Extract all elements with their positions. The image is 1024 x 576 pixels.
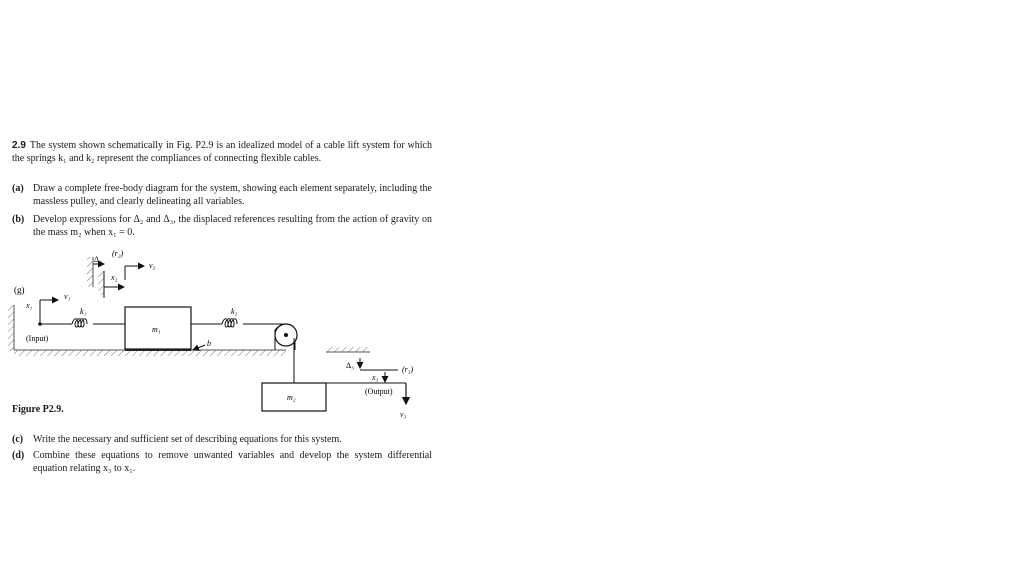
x1-label: x₁ <box>26 301 33 310</box>
m2-label: m₂ <box>287 393 296 402</box>
delta3-ceiling-hatch <box>326 347 370 352</box>
k2-label: k₂ <box>231 307 238 316</box>
r2-wall-hatch <box>98 271 104 295</box>
x3-label: x₃ <box>372 373 379 382</box>
part-text: Combine these equations to remove unwanted variables and develop the system differential equation relating x₃ to x₁. <box>33 450 432 474</box>
delta3-label: Δ₃ <box>346 361 354 370</box>
part-label: (b) <box>12 214 25 225</box>
part-text: Draw a complete free-body diagram for the system, showing each element separately, including the massless pulley, and clearly delineating all variables. <box>33 183 432 207</box>
delta2-label: Δ₂ <box>94 255 102 264</box>
problem-part-d <box>12 449 432 475</box>
problem-part-a <box>12 182 432 208</box>
problem-intro: The system shown schematically in Fig. P2.9 is an idealized model of a cable lift system for which the springs k₁ and k₂ represent the compliances of connecting flexible cables. <box>12 140 432 164</box>
part-label: (d) <box>12 450 25 461</box>
b-label: b <box>207 339 211 348</box>
problem-statement <box>12 139 432 165</box>
gravity-label: (g) <box>14 285 25 295</box>
damper-film <box>125 349 191 351</box>
x2-label: x₂ <box>111 273 118 282</box>
spring-k2 <box>222 319 237 327</box>
k1-label: k₁ <box>80 307 87 316</box>
figure-caption: Figure P2.9. <box>12 404 64 415</box>
part-text: Develop expressions for Δ₂ and Δ₃, the displaced references resulting from the action of gravity on the mass m₂ when x₁ = 0. <box>33 214 432 238</box>
m1-label: m₁ <box>152 325 161 334</box>
left-wall-hatch <box>8 305 14 351</box>
part-label: (c) <box>12 434 24 445</box>
problem-part-b <box>12 213 432 239</box>
v2-label: v₂ <box>149 261 156 270</box>
problem-part-c <box>12 433 432 446</box>
b-leader <box>193 345 205 350</box>
pulley-axle <box>284 333 288 337</box>
part-label: (a) <box>12 183 24 194</box>
problem-number: 2.9 <box>12 140 26 151</box>
r2-label: (r₂) <box>112 249 124 258</box>
v3-label: v₃ <box>400 410 407 419</box>
part-text: Write the necessary and sufficient set of describing equations for this system. <box>33 434 342 445</box>
delta2-wall-hatch <box>87 257 93 287</box>
r3-label: (r₃) <box>402 365 414 374</box>
input-label: (Input) <box>26 334 49 343</box>
output-label: (Output) <box>365 387 393 396</box>
figure-p2-9 <box>0 240 440 419</box>
v1-label: v₁ <box>64 292 71 301</box>
spring-k1 <box>72 319 87 327</box>
input-node <box>38 322 42 326</box>
